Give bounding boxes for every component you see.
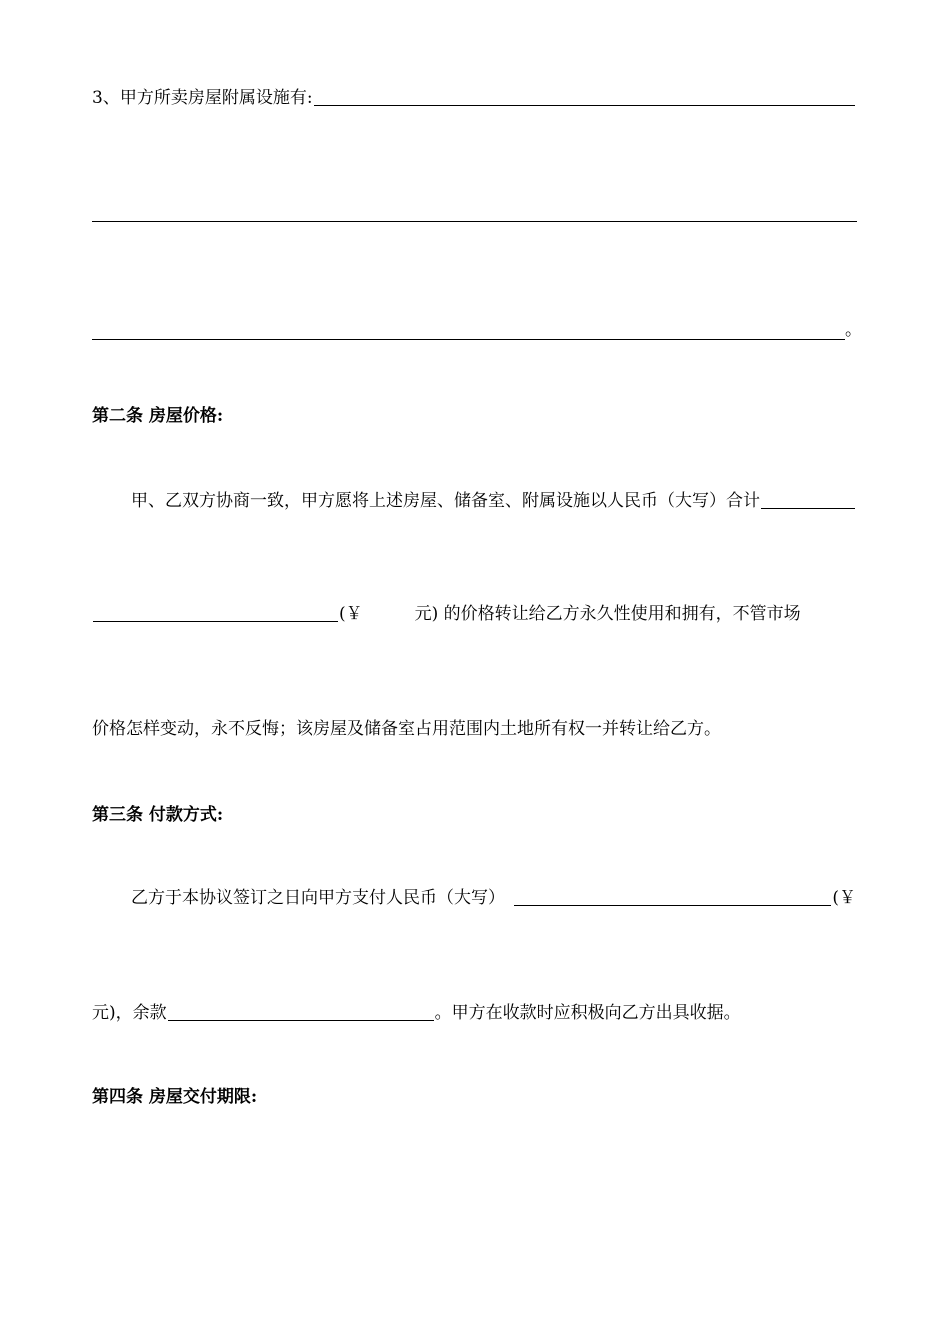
article2-amount-words-blank[interactable] bbox=[761, 490, 855, 509]
article4-heading bbox=[92, 1085, 856, 1109]
article2-yen-open: (￥ bbox=[339, 604, 363, 624]
article3-text-2: 元)，余款 bbox=[92, 1003, 167, 1023]
article2-text-3: 价格怎样变动，永不反悔；该房屋及储备室占用范围内土地所有权一并转让给乙方。 bbox=[92, 719, 721, 739]
article2-heading bbox=[92, 404, 856, 428]
article3-para-line2 bbox=[92, 1001, 856, 1025]
item3-label: 3、甲方所卖房屋附属设施有: bbox=[92, 88, 313, 108]
item3-line bbox=[92, 86, 856, 110]
item3-end bbox=[845, 318, 862, 342]
article3-para-line1 bbox=[131, 886, 856, 910]
item3-end-mark: 。 bbox=[845, 320, 862, 340]
item3-blank-2[interactable] bbox=[92, 221, 857, 222]
article2-para-line2 bbox=[92, 602, 856, 626]
article2-heading-text: 第二条 房屋价格: bbox=[92, 406, 224, 426]
article3-text-1: 乙方于本协议签订之日向甲方支付人民币（大写） bbox=[131, 888, 505, 908]
article2-text-2: 元) 的价格转让给乙方永久性使用和拥有，不管市场 bbox=[414, 604, 801, 624]
item3-blank-1[interactable] bbox=[314, 87, 855, 106]
article3-balance-blank[interactable] bbox=[168, 1002, 434, 1021]
article3-amount-words-blank[interactable] bbox=[514, 887, 831, 906]
article3-heading-text: 第三条 付款方式: bbox=[92, 805, 224, 825]
article2-text-1: 甲、乙双方协商一致，甲方愿将上述房屋、储备室、附属设施以人民币（大写）合计 bbox=[131, 491, 760, 511]
article3-heading bbox=[92, 803, 856, 827]
item3-blank-3[interactable] bbox=[92, 339, 845, 340]
article3-text-3: 。甲方在收款时应积极向乙方出具收据。 bbox=[434, 1003, 741, 1023]
article4-heading-text: 第四条 房屋交付期限: bbox=[92, 1087, 258, 1107]
article2-para-line3 bbox=[92, 717, 856, 741]
article2-amount-words-blank-cont[interactable] bbox=[93, 603, 338, 622]
article3-yen-open: (￥ bbox=[832, 888, 856, 908]
article2-para-line1 bbox=[131, 489, 856, 513]
